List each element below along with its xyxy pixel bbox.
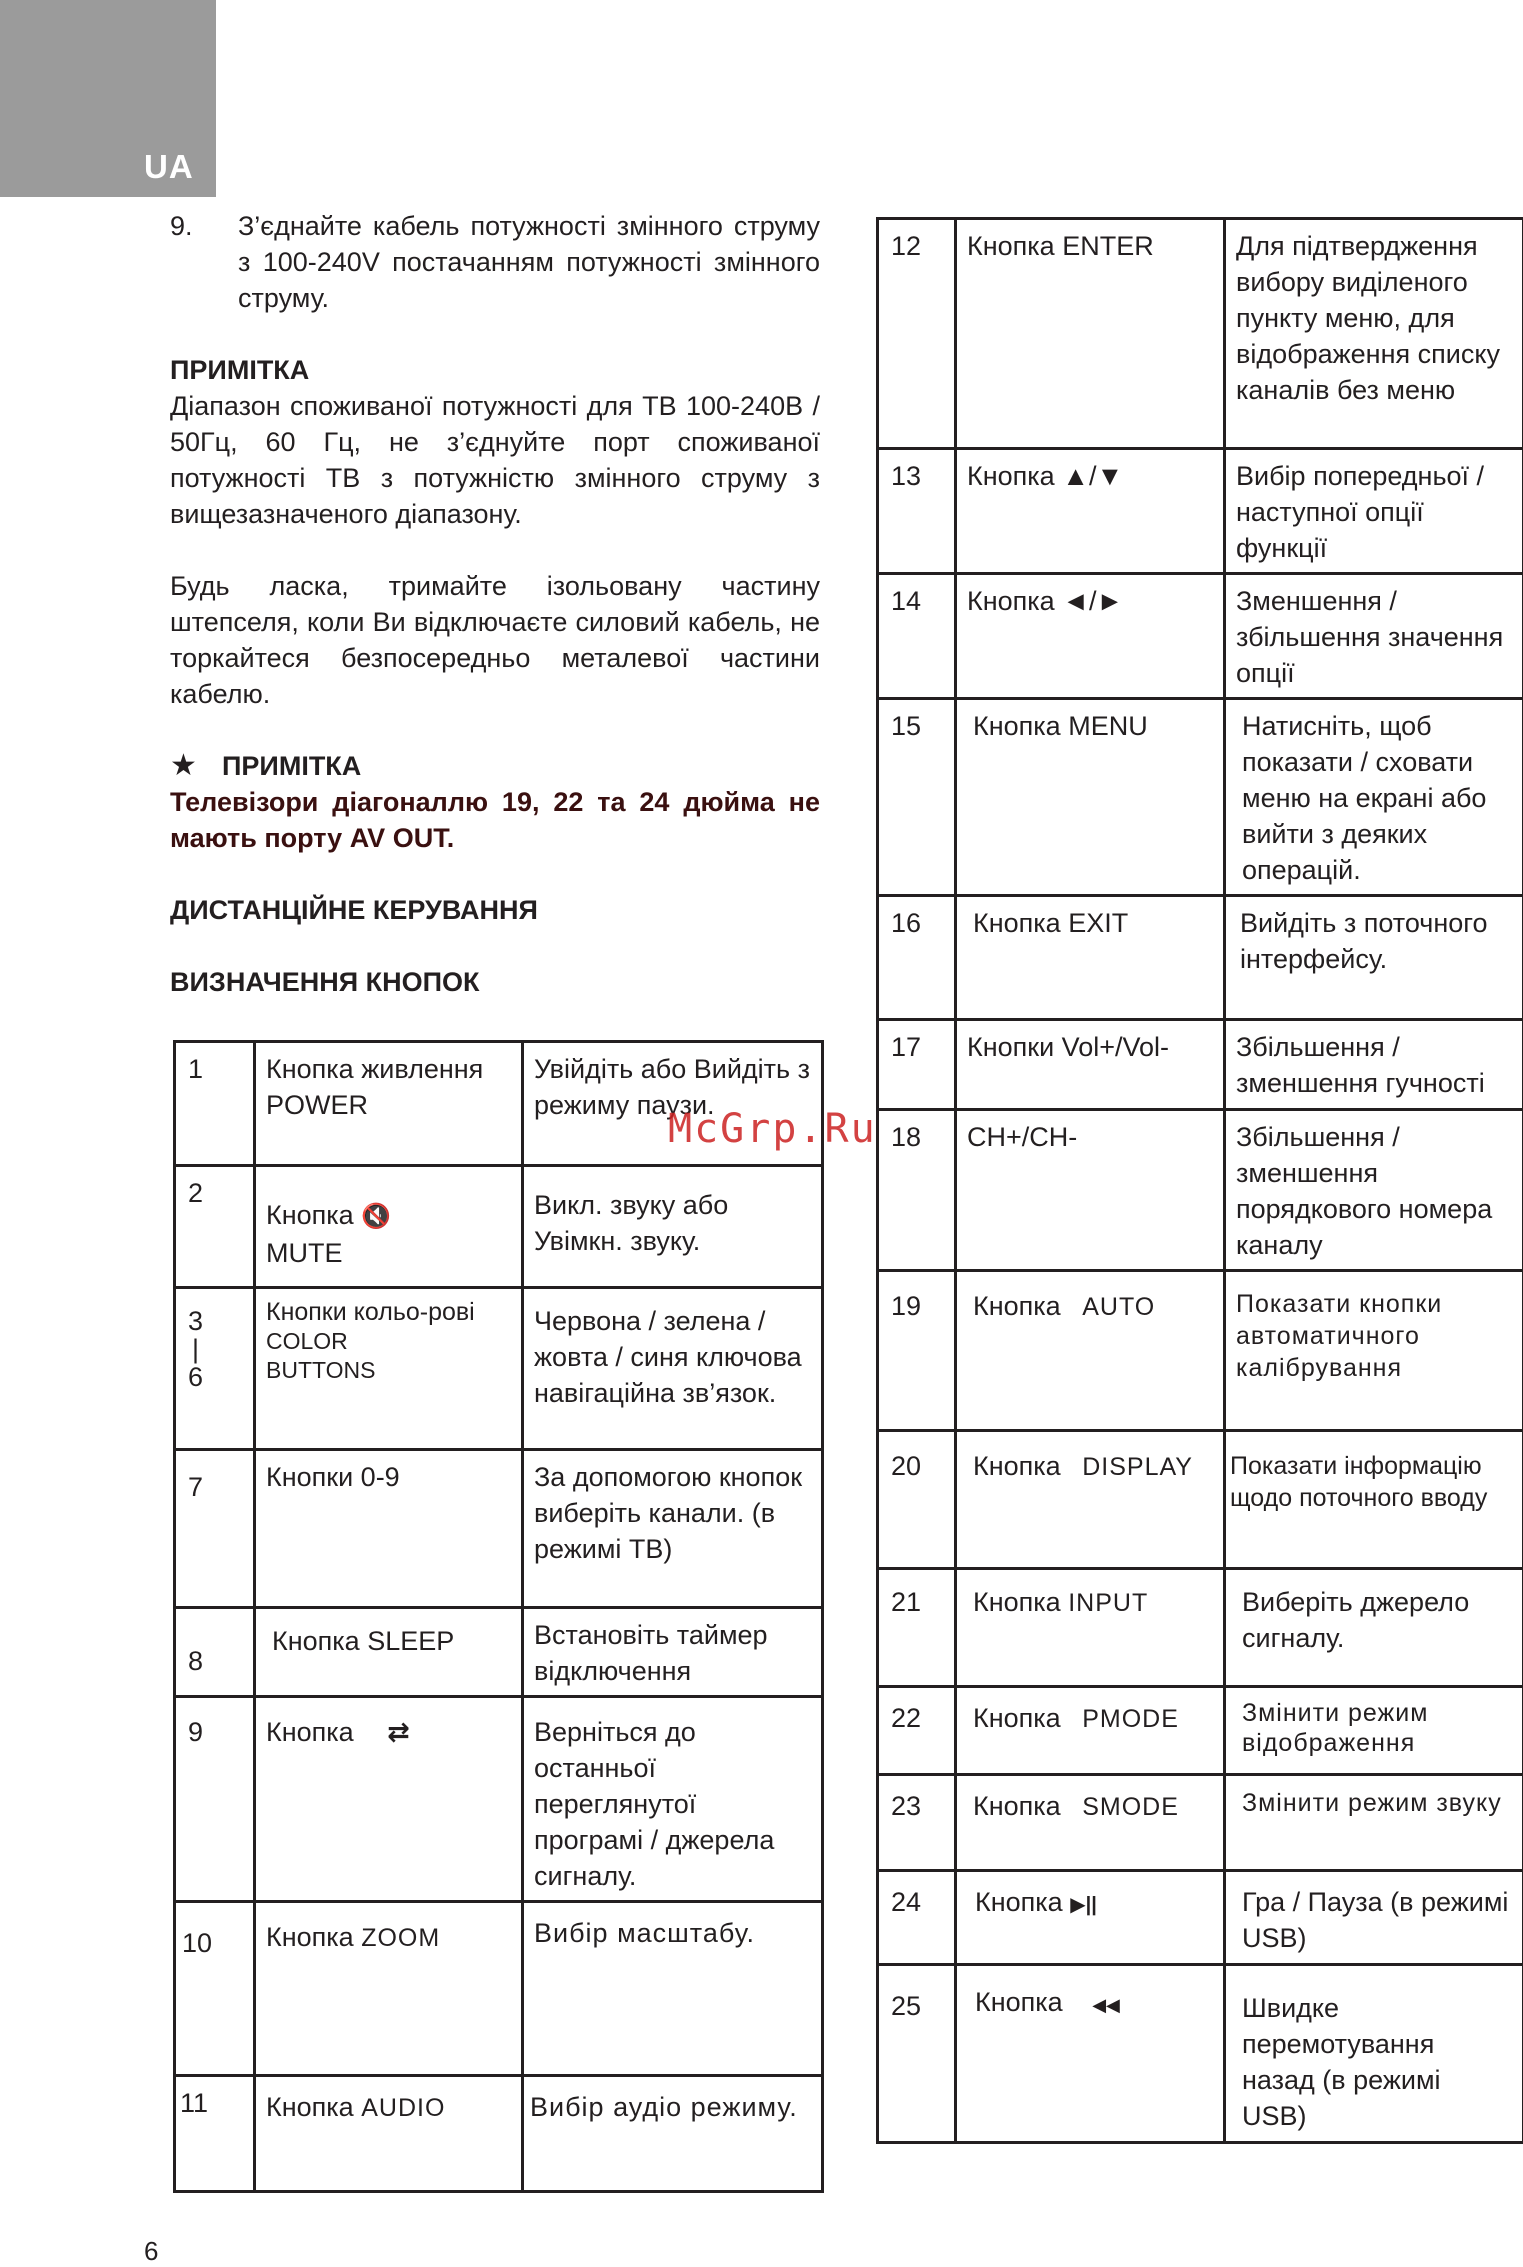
- step-number: 9.: [170, 208, 238, 316]
- button-name-cell: [956, 449, 1225, 574]
- star-icon: ★: [170, 748, 222, 784]
- button-name-cell: [956, 1687, 1225, 1775]
- table-row: [175, 1608, 823, 1697]
- table-row: [878, 1020, 1523, 1110]
- table-row: [175, 1166, 823, 1288]
- button-name-cell: [255, 1697, 523, 1902]
- rewind-icon: ◀◀: [1092, 1995, 1120, 2015]
- left-column: [170, 208, 820, 1000]
- button-name-cell: [956, 1871, 1225, 1965]
- row-number: 14: [878, 574, 956, 699]
- button-name-cell: [255, 1166, 523, 1288]
- table-row: [878, 1569, 1523, 1687]
- button-name-sub: BUTTONS: [266, 1356, 511, 1385]
- table-row: [878, 1271, 1523, 1431]
- note-text: Діапазон споживаної потужності для ТВ 100-240В / 50Гц, 60 Гц, не з’єднуйте порт споживаної потужності ТВ з потужністю змінного струму з вищезазначеного діапазону.: [170, 388, 820, 532]
- range-separator: |: [188, 1335, 203, 1363]
- button-name-prefix: Кнопка: [973, 1451, 1061, 1481]
- button-description: Вибір попередньої / наступної опції функції: [1225, 449, 1523, 574]
- mute-icon: 🔇: [361, 1203, 391, 1230]
- button-description: Змінити режим звуку: [1225, 1775, 1523, 1871]
- button-name-prefix: Кнопка: [967, 461, 1055, 491]
- table-row: [878, 449, 1523, 574]
- button-description: Вибір аудіо режиму.: [523, 2076, 823, 2192]
- row-number: 24: [878, 1871, 956, 1965]
- button-name-cell: [956, 574, 1225, 699]
- button-name-cell: [255, 1288, 523, 1450]
- button-name: Кнопка EXIT: [956, 896, 1225, 1020]
- button-name: Кнопка SLEEP: [255, 1608, 523, 1697]
- button-description: Верніться до останньої переглянутої програмі / джерела сигналу.: [523, 1697, 823, 1902]
- button-description: Для підтвердження вибору виділеного пункту меню, для відображення списку каналів без меню: [1225, 219, 1523, 449]
- plug-paragraph: Будь ласка, тримайте ізольовану частину штепселя, коли Ви відключаєте силовий кабель, не торкайтеся безпосередньо металевої частини кабелю.: [170, 568, 820, 712]
- row-number: 22: [878, 1687, 956, 1775]
- play-pause-icon: ▶||: [1070, 1894, 1097, 1916]
- button-key: AUDIO: [361, 2094, 445, 2122]
- row-number: 10: [175, 1902, 255, 2076]
- button-description: Показати кнопки автоматичного калібрування: [1225, 1271, 1523, 1431]
- button-name-prefix: Кнопка: [973, 1791, 1061, 1821]
- step-9: [170, 208, 820, 316]
- section-buttons-heading: ВИЗНАЧЕННЯ КНОПОК: [170, 964, 820, 1000]
- table-row: [175, 1697, 823, 1902]
- button-description: Червона / зелена / жовта / синя ключова навігаційна зв’язок.: [523, 1288, 823, 1450]
- button-name-cell: [956, 1569, 1225, 1687]
- row-number: 1: [175, 1042, 255, 1166]
- step-text: З’єднайте кабель потужності змінного струму з 100-240V постачанням потужності змінного струму.: [238, 208, 820, 316]
- row-number: 17: [878, 1020, 956, 1110]
- button-name-sub: COLOR: [266, 1327, 511, 1356]
- button-name-main: Кнопки кольо-рові: [266, 1297, 511, 1327]
- button-name-prefix: Кнопка: [266, 1200, 354, 1230]
- button-description: Викл. звуку або Увімкн. звуку.: [523, 1166, 823, 1288]
- row-number: 16: [878, 896, 956, 1020]
- button-name-prefix: Кнопка: [266, 1717, 354, 1747]
- button-name-prefix: Кнопка: [975, 1887, 1063, 1917]
- button-name-prefix: Кнопка: [973, 1703, 1061, 1733]
- table-row: [878, 219, 1523, 449]
- button-description: Змінити режим відображення: [1225, 1687, 1523, 1775]
- button-description: Зменшення / збільшення значення опції: [1225, 574, 1523, 699]
- button-name: Кнопки Vol+/Vol-: [956, 1020, 1225, 1110]
- button-name-prefix: Кнопка: [973, 1587, 1061, 1617]
- button-name-cell: [255, 2076, 523, 2192]
- table-row: [878, 896, 1523, 1020]
- button-name: Кнопка живлення POWER: [255, 1042, 523, 1166]
- row-number: 21: [878, 1569, 956, 1687]
- row-number: 23: [878, 1775, 956, 1871]
- row-number: 18: [878, 1110, 956, 1271]
- button-description: Показати інформацію щодо поточного вводу: [1225, 1431, 1523, 1569]
- button-table-right: [876, 217, 1523, 2144]
- row-number: 13: [878, 449, 956, 574]
- table-row: [878, 1431, 1523, 1569]
- language-label: UA: [144, 148, 194, 186]
- page-number: 6: [144, 2236, 158, 2267]
- language-tab: [0, 0, 216, 197]
- button-name-cell: [956, 1431, 1225, 1569]
- table-row: [878, 1775, 1523, 1871]
- row-number: 9: [175, 1697, 255, 1902]
- button-key: INPUT: [1068, 1589, 1148, 1617]
- table-row: [878, 699, 1523, 896]
- range-start: 3: [188, 1307, 203, 1335]
- button-description: Вийдіть з поточного інтерфейсу.: [1225, 896, 1523, 1020]
- button-description: Збільшення / зменшення порядкового номера каналу: [1225, 1110, 1523, 1271]
- table-row: [878, 1871, 1523, 1965]
- button-key: DISPLAY: [1082, 1453, 1193, 1481]
- recall-icon: ⇄: [387, 1717, 410, 1747]
- row-number: 25: [878, 1965, 956, 2143]
- up-down-arrows-icon: ▲/▼: [1062, 461, 1123, 491]
- button-name-prefix: Кнопка: [975, 1987, 1063, 2017]
- button-name-cell: [255, 1902, 523, 2076]
- button-description: Натисніть, щоб показати / сховати меню на екрані або вийти з деяких операцій.: [1225, 699, 1523, 896]
- button-table-left: [173, 1040, 824, 2193]
- table-row: [175, 1450, 823, 1608]
- table-row: [175, 2076, 823, 2192]
- button-key: AUTO: [1082, 1293, 1155, 1321]
- star-note-text: Телевізори діагоналлю 19, 22 та 24 дюйма не мають порту AV OUT.: [170, 784, 820, 856]
- row-number: 2: [175, 1166, 255, 1288]
- left-right-arrows-icon: ◄/►: [1062, 586, 1123, 616]
- row-number-range: [175, 1288, 255, 1450]
- watermark: McGrp.Ru: [668, 1106, 877, 1152]
- button-name-cell: [956, 1965, 1225, 2143]
- table-row: [175, 1288, 823, 1450]
- button-name-prefix: Кнопка: [973, 1291, 1061, 1321]
- row-number: 8: [175, 1608, 255, 1697]
- row-number: 15: [878, 699, 956, 896]
- table-row: [878, 1687, 1523, 1775]
- button-description: Швидке перемотування назад (в режимі USB): [1225, 1965, 1523, 2143]
- button-key: ZOOM: [361, 1924, 440, 1952]
- button-description: Гра / Пауза (в режимі USB): [1225, 1871, 1523, 1965]
- range-end: 6: [188, 1363, 203, 1391]
- button-name-suffix: MUTE: [266, 1235, 511, 1271]
- button-name-cell: [956, 1775, 1225, 1871]
- button-name-prefix: Кнопка: [266, 1922, 354, 1952]
- row-number: 7: [175, 1450, 255, 1608]
- button-description: Встановіть таймер відключення: [523, 1608, 823, 1697]
- button-description: Увійдіть або Вийдіть з режиму паузи.: [523, 1042, 823, 1166]
- button-description: Виберіть джерело сигналу.: [1225, 1569, 1523, 1687]
- note-heading: ПРИМІТКА: [170, 352, 820, 388]
- row-number: 11: [175, 2076, 255, 2192]
- table-row: [878, 574, 1523, 699]
- table-row: [175, 1902, 823, 2076]
- button-name: Кнопка MENU: [956, 699, 1225, 896]
- table-row: [878, 1110, 1523, 1271]
- button-description: Вибір масштабу.: [523, 1902, 823, 2076]
- button-name-prefix: Кнопка: [266, 2092, 354, 2122]
- row-number: 20: [878, 1431, 956, 1569]
- row-number: 19: [878, 1271, 956, 1431]
- button-name-prefix: Кнопка: [967, 586, 1055, 616]
- table-row: [878, 1965, 1523, 2143]
- button-name: Кнопка ENTER: [956, 219, 1225, 449]
- button-description: Збільшення / зменшення гучності: [1225, 1020, 1523, 1110]
- button-name-cell: [956, 1271, 1225, 1431]
- section-remote-heading: ДИСТАНЦІЙНЕ КЕРУВАННЯ: [170, 892, 820, 928]
- button-name: CH+/CH-: [956, 1110, 1225, 1271]
- button-description: За допомогою кнопок виберіть канали. (в режимі ТВ): [523, 1450, 823, 1608]
- button-key: SMODE: [1082, 1793, 1179, 1821]
- row-number: 12: [878, 219, 956, 449]
- button-key: PMODE: [1082, 1705, 1179, 1733]
- star-note-heading: ПРИМІТКА: [222, 748, 361, 784]
- button-name: Кнопки 0-9: [255, 1450, 523, 1608]
- star-note-heading-row: [170, 748, 820, 784]
